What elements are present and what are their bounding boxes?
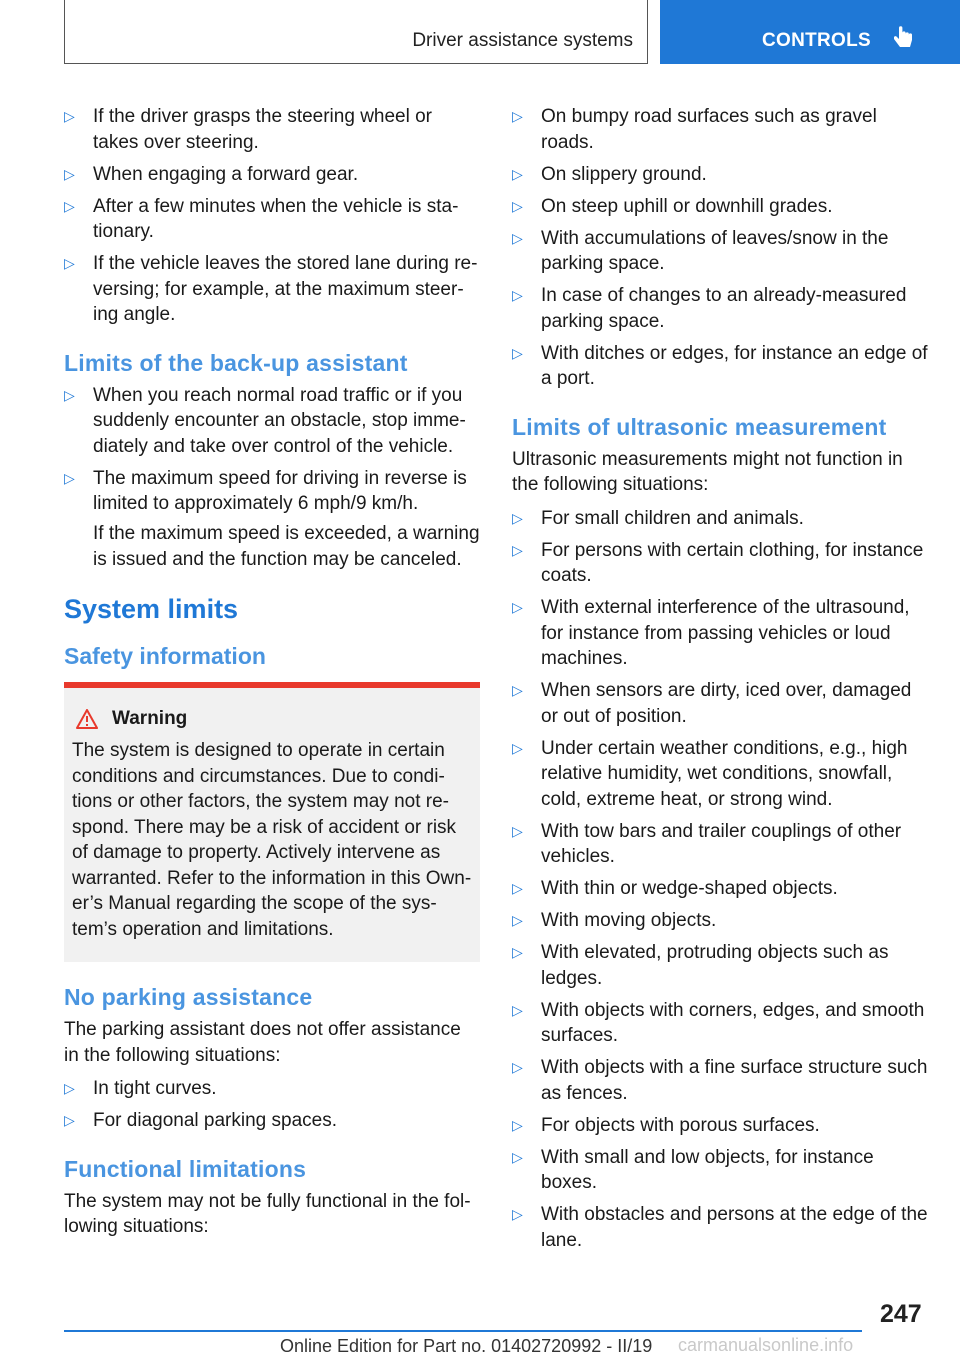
triangle-bullet-icon: ▷ bbox=[512, 229, 523, 246]
list-item: ▷ If the vehicle leaves the stored lane during reversing; for example, at the maximum steering angle. bbox=[64, 253, 478, 325]
warning-box bbox=[64, 682, 480, 962]
triangle-bullet-icon: ▷ bbox=[64, 197, 75, 214]
triangle-bullet-icon: ▷ bbox=[512, 1001, 523, 1018]
triangle-bullet-icon: ▷ bbox=[512, 599, 523, 615]
triangle-bullet-icon: ▷ bbox=[512, 912, 523, 928]
triangle-bullet-icon: ▷ bbox=[64, 1080, 75, 1096]
hand-pointer-icon bbox=[894, 26, 914, 57]
triangle-bullet-icon: ▷ bbox=[512, 541, 523, 558]
triangle-bullet-icon: ▷ bbox=[512, 880, 523, 896]
ultrasonic-heading: Limits of ultrasonic measurement bbox=[512, 413, 887, 440]
list-item: ▷ For objects with porous surfaces. bbox=[512, 1113, 932, 1139]
no-parking-heading: No parking assistance bbox=[64, 984, 313, 1010]
triangle-bullet-icon: ▷ bbox=[512, 682, 523, 698]
triangle-bullet-icon: ▷ bbox=[512, 197, 523, 214]
section-title: Driver assistance systems bbox=[412, 30, 633, 51]
warning-triangle-icon bbox=[76, 709, 98, 729]
functional-text: The system may not be fully functional in the following situations: bbox=[64, 1190, 471, 1237]
right-column bbox=[512, 104, 932, 1260]
list-item: ▷ With ditches or edges, for instance an edge of a port. bbox=[512, 342, 928, 389]
triangle-bullet-icon: ▷ bbox=[64, 469, 75, 486]
list-item: ▷ Under certain weather conditions, e.g., high relative humidity, wet conditions, snowfall, cold, extreme heat, or strong wind. bbox=[512, 737, 908, 810]
left-column bbox=[64, 104, 480, 1248]
triangle-bullet-icon: ▷ bbox=[512, 739, 523, 756]
list-item: ▷ When engaging a forward gear. bbox=[64, 162, 480, 188]
triangle-bullet-icon: ▷ bbox=[64, 1112, 75, 1128]
triangle-bullet-icon: ▷ bbox=[64, 108, 75, 124]
backup-heading: Limits of the back-up assistant bbox=[64, 349, 408, 376]
list-item: ▷ After a few minutes when the vehicle is stationary. bbox=[64, 195, 459, 242]
chapter-title: CONTROLS bbox=[762, 30, 872, 51]
list-item: ▷ For diagonal parking spaces. bbox=[64, 1108, 480, 1134]
no-parking-text: The parking assistant does not offer assistance in the following situations: bbox=[64, 1019, 461, 1066]
header-section-box bbox=[64, 0, 648, 64]
list-item: ▷ With elevated, protruding objects such as ledges. bbox=[512, 942, 889, 989]
list-item: ▷ With accumulations of leaves/snow in the parking space. bbox=[512, 227, 889, 274]
list-item: ▷ With objects with corners, edges, and smooth surfaces. bbox=[512, 999, 925, 1046]
list-item: ▷ With moving objects. bbox=[512, 908, 932, 934]
page-number: 247 bbox=[880, 1300, 922, 1328]
triangle-bullet-icon: ▷ bbox=[512, 344, 523, 361]
list-item: ▷ On steep uphill or downhill grades. bbox=[512, 194, 932, 220]
triangle-bullet-icon: ▷ bbox=[512, 287, 523, 303]
list-item: ▷ With thin or wedge-shaped objects. bbox=[512, 876, 932, 902]
watermark: carmanualsonline.info bbox=[678, 1335, 854, 1355]
system-limits-heading: System limits bbox=[64, 594, 239, 624]
list-item: ▷ If the driver grasps the steering wheel or takes over steering. bbox=[64, 106, 433, 153]
list-item: ▷ On bumpy road surfaces such as gravel roads. bbox=[512, 106, 877, 153]
triangle-bullet-icon: ▷ bbox=[64, 165, 75, 182]
backup-note: If the maximum speed is exceeded, a warning is issued and the function may be canceled. bbox=[93, 523, 480, 570]
list-item: ▷ For small children and animals. bbox=[512, 506, 932, 532]
list-item: ▷ With small and low objects, for instance boxes. bbox=[512, 1146, 874, 1193]
list-item: ▷ When you reach normal road traffic or if you suddenly encounter an obstacle, stop immediately and take over control of the vehicle. bbox=[64, 384, 466, 457]
list-item: ▷ In case of changes to an already-measured parking space. bbox=[512, 285, 907, 332]
list-item: ▷ With tow bars and trailer couplings of other vehicles. bbox=[512, 820, 902, 867]
triangle-bullet-icon: ▷ bbox=[512, 1059, 523, 1075]
list-item: ▷ On slippery ground. bbox=[512, 162, 932, 188]
edition-text: Online Edition for Part no. 01402720992 - II/19 bbox=[280, 1336, 653, 1356]
triangle-bullet-icon: ▷ bbox=[512, 165, 523, 182]
ultrasonic-text: Ultrasonic measurements might not function in the following situations: bbox=[512, 448, 903, 495]
triangle-bullet-icon: ▷ bbox=[512, 822, 523, 839]
list-item: ▷ When sensors are dirty, iced over, damaged or out of position. bbox=[512, 680, 912, 727]
triangle-bullet-icon: ▷ bbox=[512, 1206, 523, 1222]
list-item: ▷ With objects with a fine surface structure such as fences. bbox=[512, 1057, 928, 1104]
list-item: ▷ With external interference of the ultrasound, for instance from passing vehicles or loud machines. bbox=[512, 597, 910, 669]
triangle-bullet-icon: ▷ bbox=[512, 108, 523, 124]
list-item: ▷ The maximum speed for driving in reverse is limited to approximately 6 mph/9 km/h. bbox=[64, 467, 467, 514]
triangle-bullet-icon: ▷ bbox=[64, 386, 75, 403]
triangle-bullet-icon: ▷ bbox=[512, 944, 523, 960]
triangle-bullet-icon: ▷ bbox=[512, 1116, 523, 1133]
warning-title: Warning bbox=[72, 708, 472, 730]
warning-text: The system is designed to operate in certain conditions and circumstances. Due to conditions or other factors, the system may not respond. There may be a risk of accident or risk of damage to property. Actively intervene as warranted. Refer to the information in this Owner’s Manual regarding the scope of the system’s operation and limitations. bbox=[72, 740, 472, 940]
functional-heading: Functional limitations bbox=[64, 1155, 307, 1182]
list-item: ▷ In tight curves. bbox=[64, 1076, 480, 1102]
chapter-tab[interactable] bbox=[660, 0, 960, 64]
list-item: ▷ With obstacles and persons at the edge of the lane. bbox=[512, 1204, 928, 1251]
triangle-bullet-icon: ▷ bbox=[64, 255, 75, 271]
triangle-bullet-icon: ▷ bbox=[512, 1148, 523, 1165]
triangle-bullet-icon: ▷ bbox=[512, 509, 523, 526]
safety-info-heading: Safety information bbox=[64, 643, 266, 669]
footer-divider bbox=[64, 1330, 862, 1332]
list-item: ▷ For persons with certain clothing, for instance coats. bbox=[512, 539, 924, 586]
